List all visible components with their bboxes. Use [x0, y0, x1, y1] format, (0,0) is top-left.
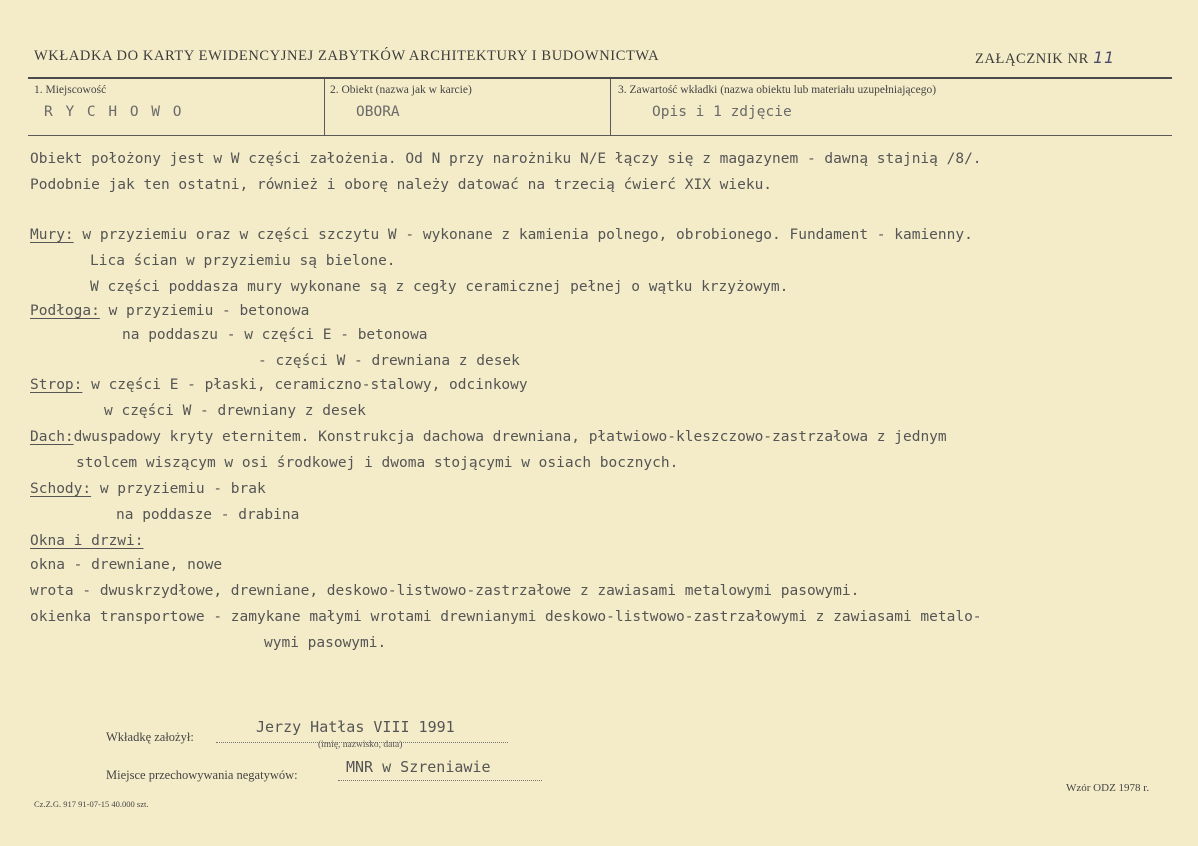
ceiling-heading: Strop:: [30, 377, 83, 393]
author-caption: (imię, nazwisko, data): [318, 740, 403, 750]
windows-doors-line-1: okna - drewniane, nowe: [30, 557, 223, 573]
field-divider-2: [610, 79, 611, 136]
form-title: WKŁADKA DO KARTY EWIDENCYJNEJ ZABYTKÓW ARCHITEKTURY I BUDOWNICTWA: [34, 48, 660, 64]
stairs-text-1: w przyziemiu - brak: [91, 481, 266, 497]
intro-line-2: Podobnie jak ten ostatni, również i oborę należy datować na trzecią ćwierć XIX wieku.: [30, 177, 773, 193]
floor-heading: Podłoga:: [30, 303, 100, 319]
negatives-label: Miejsce przechowywania negatywów:: [106, 768, 298, 782]
ceiling-line-2: w części W - drewniany z desek: [104, 403, 366, 419]
stairs-heading: Schody:: [30, 481, 92, 497]
place-label: 1. Miejscowość: [34, 84, 107, 96]
attachment-label: ZAŁĄCZNIK NR: [975, 51, 1089, 67]
windows-doors-line-0: [30, 531, 144, 551]
ceiling-line-1: [30, 375, 528, 395]
roof-text-1: dwuspadowy kryty eternitem. Konstrukcja dachowa drewniana, płatwiowo-kleszczowo-zastrzałowa z jednym: [73, 429, 947, 445]
walls-line-1: [30, 225, 973, 245]
floor-line-2: na poddaszu - w części E - betonowa: [122, 327, 428, 343]
header-rule: [28, 77, 1172, 79]
place-value: R Y C H O W O: [44, 104, 184, 120]
ceiling-text-1: w części E - płaski, ceramiczno-stalowy, odcinkowy: [82, 377, 528, 393]
windows-doors-line-2: wrota - dwuskrzydłowe, drewniane, deskowo-listwowo-zastrzałowe z zawiasami metalowymi pasowymi.: [30, 583, 860, 599]
roof-line-2: stolcem wiszącym w osi środkowej i dwoma stojącymi w osiach bocznych.: [76, 455, 679, 471]
fields-bottom-rule: [28, 135, 1172, 136]
author-label: Wkładkę założył:: [106, 730, 194, 744]
floor-text-1: w przyziemiu - betonowa: [99, 303, 310, 319]
object-label: 2. Obiekt (nazwa jak w karcie): [330, 84, 472, 96]
object-value: OBORA: [356, 104, 400, 120]
stairs-line-1: [30, 479, 266, 499]
walls-line-3: W części poddasza mury wykonane są z cegły ceramicznej pełnej o wątku krzyżowym.: [90, 279, 789, 295]
attachment-number-value: 11: [1093, 48, 1115, 67]
negatives-value: MNR w Szreniawie: [346, 758, 491, 776]
floor-line-3: - części W - drewniana z desek: [258, 353, 520, 369]
stairs-line-2: na poddasze - drabina: [116, 507, 300, 523]
walls-text-1: w przyziemiu oraz w części szczytu W - wykonane z kamienia polnego, obrobionego. Fundament - kamienny.: [73, 227, 973, 243]
roof-heading: Dach:: [30, 429, 74, 445]
author-value: Jerzy Hatłas VIII 1991: [256, 718, 455, 736]
intro-line-1: Obiekt położony jest w W części założenia. Od N przy narożniku N/E łączy się z magazynem - dawną stajnią /8/.: [30, 151, 982, 167]
windows-doors-heading: Okna i drzwi:: [30, 533, 144, 549]
walls-line-2: Lica ścian w przyziemiu są bielone.: [90, 253, 396, 269]
walls-heading: Mury:: [30, 227, 74, 243]
negatives-dotted-line: [338, 780, 542, 781]
field-divider-1: [324, 79, 325, 136]
attachment-number: [975, 48, 1115, 68]
form-model: Wzór ODZ 1978 r.: [1066, 782, 1150, 794]
print-info: Cz.Z.G. 917 91-07-15 40.000 szt.: [34, 799, 149, 809]
floor-line-1: [30, 301, 309, 321]
roof-line-1: [30, 427, 947, 447]
content-value: Opis i 1 zdjęcie: [652, 104, 792, 120]
content-label: 3. Zawartość wkładki (nazwa obiektu lub materiału uzupełniającego): [618, 84, 937, 96]
windows-doors-line-4: wymi pasowymi.: [264, 635, 387, 651]
windows-doors-line-3: okienka transportowe - zamykane małymi wrotami drewnianymi deskowo-listwowo-zastrzałowymi z zawiasami metalo-: [30, 609, 982, 625]
